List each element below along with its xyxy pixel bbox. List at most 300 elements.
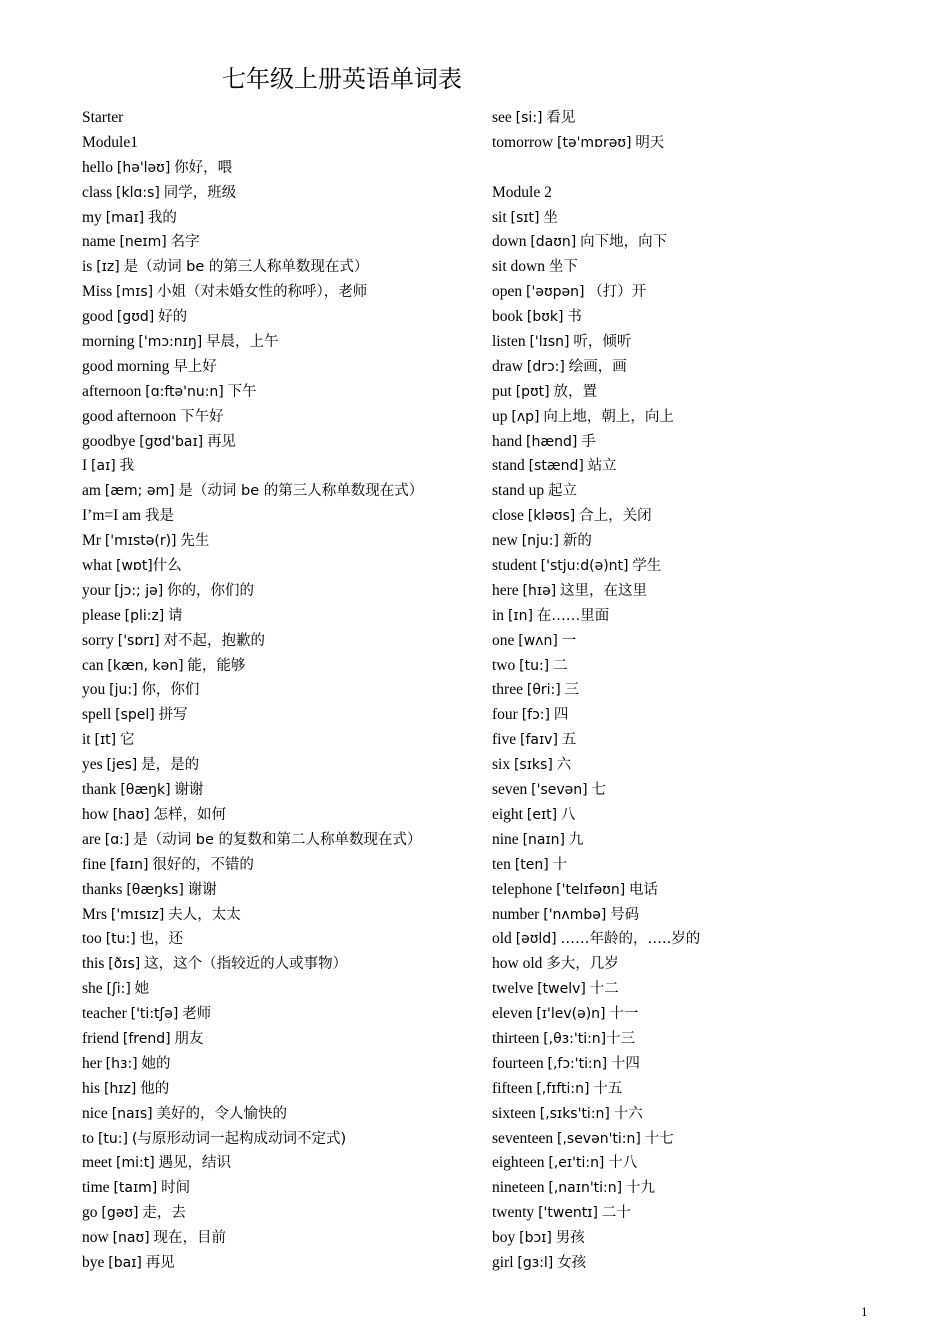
vocab-meaning: 老师 (182, 1006, 212, 1023)
vocab-entry (82, 529, 423, 554)
page-title: 七年级上册英语单词表 (222, 65, 462, 93)
vocab-word: good (82, 308, 113, 326)
vocab-phonetic: [frend] (122, 1030, 171, 1047)
vocab-phonetic: [əʊld] (515, 931, 557, 948)
vocab-word: goodbye (82, 432, 136, 450)
vocab-meaning: 多大，几岁 (546, 956, 619, 973)
vocab-meaning: 怎样，如何 (153, 806, 226, 823)
vocab-phonetic: [tu:] (519, 657, 550, 674)
vocab-word: my (82, 208, 102, 226)
vocab-word: your (82, 581, 111, 599)
vocab-meaning: 遇见，结识 (158, 1155, 232, 1172)
vocab-entry (492, 106, 700, 131)
vocab-meaning: 再见 (145, 1254, 175, 1271)
vocab-phonetic: [ju:] (109, 682, 138, 699)
vocab-entry (82, 504, 423, 529)
vocab-word: this (82, 955, 105, 973)
vocab-word: one (492, 631, 515, 649)
vocab-word: eleven (492, 1005, 533, 1023)
vocab-meaning: 先生 (180, 533, 210, 550)
vocab-phonetic: ['stju:d(ə)nt] (540, 558, 629, 575)
vocab-entry (492, 131, 700, 156)
vocab-entry (82, 181, 423, 206)
vocab-word: in (492, 606, 505, 624)
vocab-meaning: 坐 (543, 209, 558, 226)
vocab-word: put (492, 382, 512, 400)
vocab-meaning: 电话 (629, 881, 659, 898)
vocab-entry (492, 903, 700, 928)
vocab-phonetic: [naɪs] (111, 1105, 153, 1122)
vocab-entry (82, 579, 423, 604)
vocab-entry (492, 206, 700, 231)
vocab-entry (82, 1027, 423, 1052)
vocab-entry (492, 728, 700, 753)
vocab-phonetic: [haʊ] (112, 806, 150, 823)
vocab-entry (82, 803, 423, 828)
vocab-word: what (82, 557, 113, 575)
vocab-word: his (82, 1079, 101, 1097)
vocab-entry (492, 803, 700, 828)
vocab-phonetic: [pli:z] (124, 607, 165, 624)
vocab-entry (492, 1052, 700, 1077)
vocab-meaning: 二十 (601, 1205, 631, 1222)
vocab-entry (82, 1102, 423, 1127)
vocab-phonetic: [sɪks] (513, 757, 553, 774)
vocab-entry (82, 479, 423, 504)
vocab-word: fourteen (492, 1054, 544, 1072)
vocab-entry (492, 355, 700, 380)
vocab-phonetic: [gɜ:l] (517, 1254, 554, 1271)
vocab-word: stand up (492, 482, 545, 500)
vocab-entry (492, 181, 700, 206)
vocab-phonetic: ['lɪsn] (529, 334, 570, 351)
vocab-phonetic: [,naɪn'ti:n] (548, 1180, 623, 1197)
vocab-word: twelve (492, 980, 534, 998)
vocab-phonetic: [æm; əm] (104, 483, 175, 500)
vocab-entry (82, 952, 423, 977)
vocab-meaning: 起立 (547, 483, 577, 500)
vocab-phonetic: [jes] (106, 757, 138, 774)
vocab-entry (82, 728, 423, 753)
right-vocab-column (492, 106, 700, 1276)
page-number: 1 (861, 1304, 868, 1319)
vocab-phonetic: [ɑ:ftə'nu:n] (145, 383, 224, 400)
vocab-entry (492, 878, 700, 903)
vocab-word: nice (82, 1104, 108, 1122)
vocab-phonetic: [tu:] (105, 931, 136, 948)
vocab-meaning: 六 (556, 757, 572, 774)
vocab-phonetic: [maɪ] (105, 209, 145, 226)
vocab-phonetic: [ɪt] (94, 732, 117, 749)
vocab-word: Mr (82, 532, 101, 550)
vocab-word: good morning (82, 357, 170, 375)
left-vocab-column (82, 106, 423, 1276)
vocab-phonetic: [faɪn] (109, 856, 149, 873)
vocab-phonetic: [hɪz] (103, 1080, 137, 1097)
vocab-word: close (492, 507, 524, 525)
vocab-meaning: 十九 (625, 1180, 655, 1197)
vocab-meaning: 十七 (644, 1130, 674, 1147)
vocab-phonetic: [twelv] (537, 981, 586, 998)
vocab-phonetic: ['mɪstə(r)] (104, 533, 177, 550)
vocab-word: here (492, 581, 519, 599)
vocab-word: see (492, 109, 512, 126)
vocab-entry (82, 156, 423, 181)
vocab-word: Mrs (82, 905, 107, 923)
vocab-phonetic: [naʊ] (112, 1230, 150, 1247)
vocab-word: I’m=I am (82, 507, 142, 525)
vocab-meaning: 我的 (147, 209, 177, 226)
vocab-meaning: 能，能够 (187, 657, 246, 674)
vocab-phonetic: [,sɪks'ti:n] (539, 1105, 610, 1122)
vocab-word: ten (492, 855, 511, 873)
vocab-word: thanks (82, 880, 123, 898)
vocab-meaning: 谢谢 (187, 881, 217, 898)
vocab-phonetic: [ten] (514, 856, 549, 873)
vocab-word: nineteen (492, 1179, 545, 1197)
vocab-entry (82, 330, 423, 355)
vocab-phonetic: [,sevən'ti:n] (556, 1130, 641, 1147)
vocab-phonetic: [wʌn] (518, 632, 558, 649)
vocab-entry (492, 952, 700, 977)
vocab-phonetic: [stænd] (528, 458, 584, 475)
vocab-meaning: 合上，关闭 (579, 508, 652, 525)
vocab-phonetic: [,fɪfti:n] (536, 1080, 590, 1097)
vocab-word: to (82, 1129, 95, 1147)
vocab-word: nine (492, 830, 519, 848)
vocab-word: book (492, 308, 523, 326)
vocab-entry (82, 927, 423, 952)
vocab-entry (492, 678, 700, 703)
vocab-phonetic: [ɪn] (507, 607, 533, 624)
vocab-entry (82, 554, 423, 579)
vocab-phonetic: ['sɒrɪ] (117, 632, 160, 649)
vocab-word: am (82, 482, 101, 500)
vocab-word: it (82, 731, 91, 749)
vocab-entry (492, 430, 700, 455)
vocab-word: Module 2 (492, 183, 552, 201)
vocab-meaning: 对不起，抱歉的 (163, 632, 266, 649)
vocab-meaning: 朋友 (174, 1030, 204, 1047)
vocab-meaning: 你好，喂 (174, 159, 233, 176)
vocab-word: six (492, 756, 511, 774)
vocab-meaning: 向上地，朝上，向上 (543, 408, 674, 425)
vocab-phonetic: [ɪz] (96, 259, 120, 276)
vocab-meaning: 再见 (207, 433, 237, 450)
vocab-word: now (82, 1229, 109, 1247)
vocab-meaning: 早晨，上午 (206, 334, 279, 351)
vocab-word: listen (492, 333, 526, 351)
vocab-word: time (82, 1179, 110, 1197)
vocab-entry (82, 380, 423, 405)
vocab-meaning: （打）开 (588, 284, 647, 301)
vocab-meaning: 美好的，令人愉快的 (156, 1105, 287, 1122)
vocab-meaning: 七 (591, 782, 606, 799)
vocab-word: thirteen (492, 1029, 540, 1047)
vocab-meaning: 十二 (589, 981, 619, 998)
vocab-meaning: 同学，班级 (163, 184, 237, 201)
vocab-meaning: 什么 (152, 558, 182, 575)
vocab-meaning: 也，还 (139, 931, 184, 948)
vocab-phonetic: ['sevən] (531, 782, 588, 799)
vocab-entry (492, 305, 700, 330)
vocab-meaning: 名字 (170, 234, 200, 251)
vocab-entry (82, 1127, 423, 1152)
vocab-entry (82, 878, 423, 903)
vocab-word: name (82, 233, 116, 251)
vocab-phonetic: [hə'ləʊ] (116, 159, 171, 176)
vocab-meaning: 是（动词 be 的复数和第二人称单数现在式） (133, 831, 422, 848)
vocab-word: hello (82, 158, 113, 176)
vocab-word: Module1 (82, 133, 138, 151)
vocab-entry (492, 1127, 700, 1152)
vocab-phonetic: [mi:t] (116, 1155, 155, 1172)
vocab-phonetic: [hɜ:] (105, 1055, 138, 1072)
vocab-entry (492, 529, 700, 554)
vocab-meaning: 十三 (606, 1030, 636, 1047)
vocab-meaning: 十四 (610, 1055, 640, 1072)
vocab-phonetic: [naɪn] (522, 831, 566, 848)
vocab-meaning: 她 (134, 981, 150, 998)
vocab-meaning: 她的 (141, 1055, 171, 1072)
vocab-word: she (82, 980, 103, 998)
vocab-entry (492, 629, 700, 654)
vocab-entry (492, 330, 700, 355)
vocab-phonetic: [hɪə] (522, 582, 557, 599)
vocab-meaning: 十五 (593, 1080, 623, 1097)
vocab-phonetic: [nju:] (521, 533, 559, 550)
vocab-entry (492, 703, 700, 728)
vocab-phonetic: [bʊk] (526, 309, 564, 326)
vocab-word: seven (492, 781, 528, 799)
vocab-meaning: 好的 (158, 309, 188, 326)
vocab-entry (82, 629, 423, 654)
vocab-word: how (82, 805, 109, 823)
vocab-meaning: 是，是的 (141, 757, 200, 774)
vocab-entry (82, 1151, 423, 1176)
vocab-entry (492, 1151, 700, 1176)
vocab-meaning: 书 (567, 309, 582, 326)
vocab-entry (492, 156, 700, 181)
vocab-meaning: 小姐（对未婚女性的称呼），老师 (156, 284, 368, 301)
vocab-word: up (492, 407, 508, 425)
vocab-phonetic: [gʊd'baɪ] (139, 433, 204, 450)
vocab-word: sit down (492, 258, 545, 276)
vocab-entry (82, 753, 423, 778)
vocab-meaning: 这，这个（指较近的人或事物） (144, 956, 348, 973)
vocab-meaning: (与原形动词一起构成动词不定式) (131, 1130, 347, 1147)
vocab-phonetic: [wɒt] (116, 558, 153, 575)
vocab-entry (82, 230, 423, 255)
vocab-entry (492, 579, 700, 604)
vocab-entry (492, 753, 700, 778)
vocab-entry (82, 106, 423, 131)
vocab-word: afternoon (82, 382, 142, 400)
vocab-meaning: 放，置 (553, 383, 598, 400)
vocab-phonetic: [daʊn] (530, 234, 577, 251)
vocab-phonetic: [neɪm] (119, 234, 167, 251)
vocab-meaning: 学生 (632, 558, 662, 575)
vocab-word: new (492, 532, 518, 550)
vocab-entry (82, 280, 423, 305)
vocab-phonetic: [bɔɪ] (519, 1230, 552, 1247)
vocab-meaning: 在……里面 (536, 607, 610, 624)
vocab-word: good afternoon (82, 407, 177, 425)
vocab-word: morning (82, 333, 135, 351)
vocab-meaning: 手 (581, 433, 596, 450)
vocab-meaning: 早上好 (173, 358, 217, 375)
vocab-word: Miss (82, 283, 113, 301)
vocab-word: Starter (82, 109, 124, 126)
vocab-entry (82, 1052, 423, 1077)
vocab-entry (82, 828, 423, 853)
vocab-word: draw (492, 357, 523, 375)
vocab-word: are (82, 830, 101, 848)
vocab-word: her (82, 1054, 102, 1072)
vocab-entry (82, 604, 423, 629)
vocab-meaning: 我是 (144, 508, 174, 525)
vocab-entry (82, 853, 423, 878)
vocab-entry (82, 131, 423, 156)
vocab-meaning: 一 (561, 632, 577, 649)
vocab-phonetic: [jɔ:; jə] (114, 582, 164, 599)
vocab-entry (492, 977, 700, 1002)
vocab-meaning: 向下地，向下 (580, 234, 668, 251)
vocab-entry (492, 1201, 700, 1226)
vocab-phonetic: [gəʊ] (101, 1205, 139, 1222)
vocab-phonetic: [eɪt] (526, 806, 558, 823)
vocab-entry (492, 654, 700, 679)
vocab-word: three (492, 681, 523, 699)
vocab-phonetic: ['telɪfəʊn] (556, 881, 626, 898)
vocab-word: friend (82, 1029, 120, 1047)
vocab-meaning: 是（动词 be 的第三人称单数现在式） (178, 483, 424, 500)
vocab-entry (82, 703, 423, 728)
vocab-entry (82, 1002, 423, 1027)
vocab-word: teacher (82, 1005, 127, 1023)
vocab-phonetic: [mɪs] (116, 284, 154, 301)
vocab-meaning: ……年龄的，…..岁的 (560, 931, 701, 948)
vocab-phonetic: ['mɔ:nɪŋ] (138, 334, 203, 351)
vocab-phonetic: [fɔ:] (521, 707, 550, 724)
vocab-phonetic: [taɪm] (113, 1180, 158, 1197)
vocab-meaning: 四 (553, 707, 569, 724)
vocab-entry (82, 255, 423, 280)
vocab-phonetic: [klɑ:s] (116, 184, 160, 201)
vocab-phonetic: [θæŋk] (120, 782, 171, 799)
vocab-word: fifteen (492, 1079, 533, 1097)
vocab-meaning: 女孩 (557, 1254, 587, 1271)
vocab-entry (82, 1176, 423, 1201)
vocab-meaning: 现在，目前 (153, 1230, 226, 1247)
vocab-entry (82, 1077, 423, 1102)
vocab-phonetic: [pʊt] (515, 383, 550, 400)
vocab-entry (82, 454, 423, 479)
vocab-word: open (492, 283, 523, 301)
vocab-phonetic: [,fɔ:'ti:n] (547, 1055, 608, 1072)
vocab-meaning: 是（动词 be 的第三人称单数现在式） (123, 259, 369, 276)
vocab-phonetic: [spel] (115, 707, 155, 724)
vocab-entry (82, 1201, 423, 1226)
vocab-entry (82, 206, 423, 231)
vocab-word: girl (492, 1253, 514, 1271)
vocab-entry (492, 454, 700, 479)
vocab-meaning: 明天 (635, 134, 665, 151)
vocab-entry (492, 554, 700, 579)
vocab-word: telephone (492, 880, 553, 898)
vocab-word: how old (492, 955, 543, 973)
vocab-entry (492, 280, 700, 305)
vocab-entry (82, 305, 423, 330)
vocab-meaning: 八 (560, 806, 576, 823)
vocab-phonetic: [hænd] (526, 433, 578, 450)
vocab-entry (492, 828, 700, 853)
vocab-entry (82, 678, 423, 703)
vocab-meaning: 坐下 (548, 259, 578, 276)
vocab-entry (492, 1027, 700, 1052)
vocab-meaning: 五 (561, 732, 577, 749)
vocab-entry (492, 604, 700, 629)
vocab-entry (492, 1077, 700, 1102)
vocab-meaning: 看见 (546, 110, 576, 126)
vocab-phonetic: [ɑ:] (104, 831, 130, 848)
vocab-word: fine (82, 855, 107, 873)
vocab-meaning: 三 (564, 682, 580, 699)
vocab-word: down (492, 233, 527, 251)
vocab-word: sixteen (492, 1104, 536, 1122)
vocab-entry (82, 430, 423, 455)
vocab-meaning: 夫人，太太 (168, 906, 241, 923)
vocab-phonetic: [ɪ'lev(ə)n] (536, 1006, 606, 1023)
vocab-entry (82, 1251, 423, 1276)
vocab-meaning: 时间 (161, 1180, 191, 1197)
vocab-word: twenty (492, 1204, 535, 1222)
vocab-word: too (82, 930, 102, 948)
vocab-phonetic: ['mɪsɪz] (110, 906, 165, 923)
vocab-entry (492, 1002, 700, 1027)
vocab-word: seventeen (492, 1129, 554, 1147)
vocab-meaning: 绘画，画 (568, 358, 627, 375)
vocab-word: tomorrow (492, 133, 554, 151)
vocab-phonetic: [tə'mɒrəʊ] (557, 134, 632, 151)
vocab-phonetic: [ðɪs] (108, 956, 141, 973)
vocab-entry (492, 405, 700, 430)
vocab-entry (492, 778, 700, 803)
vocab-phonetic: [kləʊs] (527, 508, 576, 525)
vocab-phonetic: [gʊd] (116, 309, 155, 326)
vocab-word: bye (82, 1253, 105, 1271)
vocab-word: hand (492, 432, 523, 450)
vocab-entry (492, 255, 700, 280)
vocab-entry (82, 903, 423, 928)
vocab-entry (82, 654, 423, 679)
vocab-word: yes (82, 756, 103, 774)
vocab-word: eight (492, 805, 523, 823)
vocab-entry (492, 479, 700, 504)
vocab-word: go (82, 1204, 98, 1222)
vocab-entry (82, 405, 423, 430)
vocab-word: stand (492, 457, 525, 475)
vocab-meaning: 九 (568, 831, 584, 848)
vocab-meaning: 他的 (140, 1080, 170, 1097)
vocab-entry (492, 1176, 700, 1201)
vocab-meaning: 拼写 (158, 707, 188, 724)
vocab-meaning: 谢谢 (174, 782, 204, 799)
vocab-meaning: 十 (552, 856, 568, 873)
vocab-meaning: 下午好 (180, 408, 224, 425)
vocab-word: please (82, 606, 121, 624)
vocab-phonetic: [si:] (515, 110, 543, 126)
